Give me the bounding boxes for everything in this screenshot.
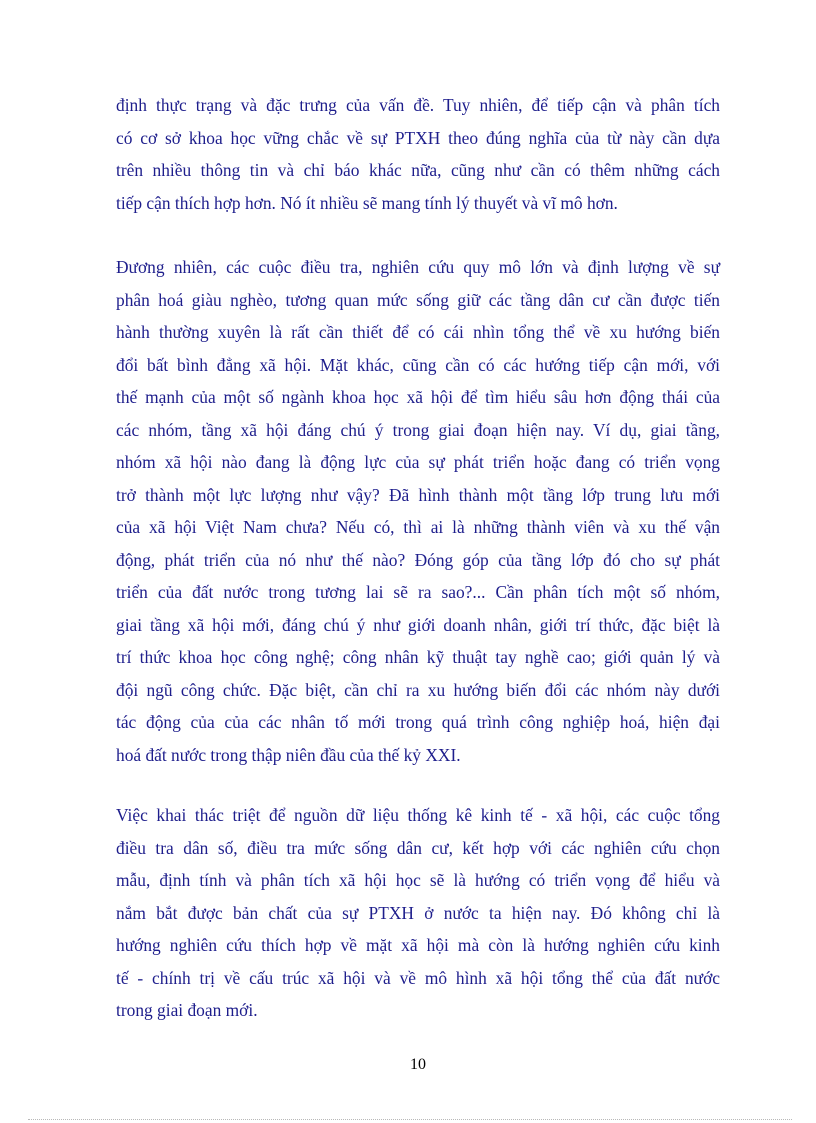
text-line: hành thường xuyên là rất cần thiết để có cái nhìn tổng thể về xu hướng biến	[116, 322, 720, 342]
page-bottom-divider	[28, 1119, 792, 1120]
text-line: Đương nhiên, các cuộc điều tra, nghiên cứu quy mô lớn và định lượng về sự	[116, 257, 720, 277]
text-line: định thực trạng và đặc trưng của vấn đề. Tuy nhiên, để tiếp cận và phân tích	[116, 95, 720, 115]
text-line: hướng nghiên cứu thích hợp về mặt xã hội mà còn là hướng nghiên cứu kinh	[116, 935, 720, 955]
text-line: nhóm xã hội nào đang là động lực của sự phát triển hoặc đang có triển vọng	[116, 452, 720, 472]
page-number: 10	[410, 1056, 426, 1073]
text-line: trở thành một lực lượng như vậy? Đã hình thành một tầng lớp trung lưu mới	[116, 484, 720, 505]
paragraph-3	[116, 799, 720, 1027]
text-line: hoá đất nước trong thập niên đầu của thế kỷ XXI.	[116, 744, 461, 765]
text-line: mẫu, định tính và phân tích xã hội học sẽ là hướng có triển vọng để hiểu và	[116, 870, 720, 890]
paragraph-2	[116, 251, 720, 771]
text-line: nắm bắt được bản chất của sự PTXH ở nước ta hiện nay. Đó không chỉ là	[116, 902, 720, 923]
text-line: phân hoá giàu nghèo, tương quan mức sống giữ các tầng dân cư cần được tiến	[116, 289, 720, 310]
text-line: trong giai đoạn mới.	[116, 1000, 258, 1020]
text-line: tiếp cận thích hợp hơn. Nó ít nhiều sẽ mang tính lý thuyết và vĩ mô hơn.	[116, 192, 618, 213]
text-line: giai tầng xã hội mới, đáng chú ý như giới doanh nhân, giới trí thức, đặc biệt là	[116, 614, 720, 635]
text-line: của xã hội Việt Nam chưa? Nếu có, thì ai là những thành viên và xu thế vận	[116, 517, 720, 537]
text-line: các nhóm, tầng xã hội đáng chú ý trong giai đoạn hiện nay. Ví dụ, giai tầng,	[116, 419, 720, 440]
text-line: Việc khai thác triệt để nguồn dữ liệu thống kê kinh tế - xã hội, các cuộc tổng	[116, 805, 720, 825]
text-line: có cơ sở khoa học vững chắc về sự PTXH theo đúng nghĩa của từ này cần dựa	[116, 127, 720, 148]
text-line: điều tra dân số, điều tra mức sống dân cư, kết hợp với các nghiên cứu chọn	[116, 837, 720, 858]
text-line: trên nhiều thông tin và chỉ báo khác nữa, cũng như cần có thêm những cách	[116, 160, 720, 180]
text-line: động, phát triển của nó như thế nào? Đóng góp của tầng lớp đó cho sự phát	[116, 549, 720, 570]
text-line: tác động của của các nhân tố mới trong quá trình công nghiệp hoá, hiện đại	[116, 712, 720, 732]
text-line: trí thức khoa học công nghệ; công nhân kỹ thuật tay nghề cao; giới quản lý và	[116, 647, 720, 667]
text-line: triển của đất nước trong tương lai sẽ ra sao?... Cần phân tích một số nhóm,	[116, 582, 720, 602]
text-line: thế mạnh của một số ngành khoa học xã hội để tìm hiểu sâu hơn động thái của	[116, 387, 720, 407]
text-line: đổi bất bình đẳng xã hội. Mặt khác, cũng cần có các hướng tiếp cận mới, với	[116, 354, 720, 375]
text-line: tế - chính trị về cấu trúc xã hội và về mô hình xã hội tổng thể của đất nước	[116, 967, 720, 988]
paragraph-1	[116, 89, 720, 219]
text-line: đội ngũ công chức. Đặc biệt, cần chỉ ra xu hướng biến đổi các nhóm này dưới	[116, 679, 720, 700]
